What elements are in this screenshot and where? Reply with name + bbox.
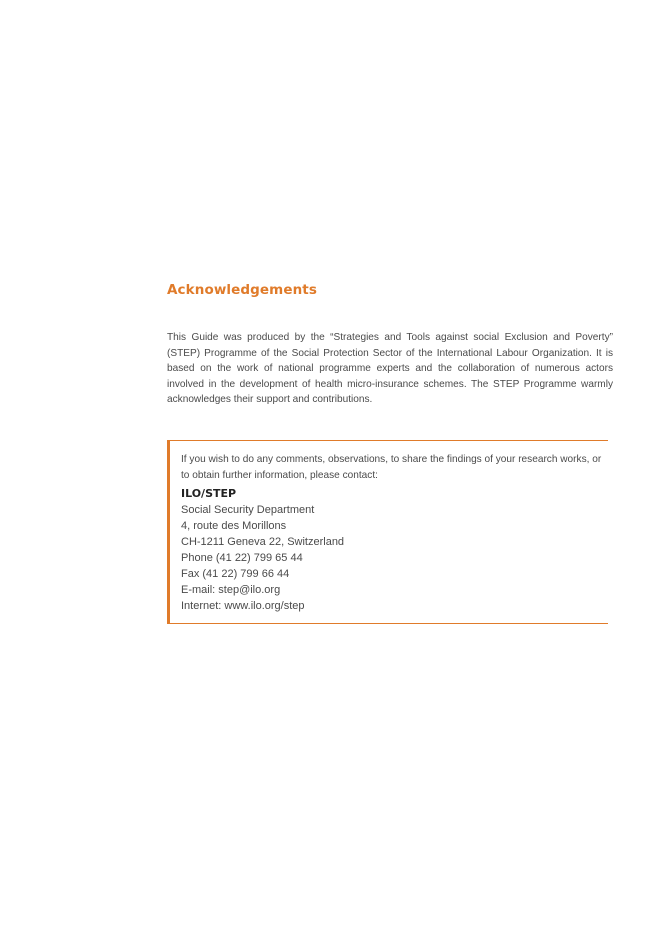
city-line: CH-1211 Geneva 22, Switzerland xyxy=(181,536,345,549)
section-heading: Acknowledgements xyxy=(167,282,317,298)
department-line: Social Security Department xyxy=(181,504,315,517)
fax-line: Fax (41 22) 799 66 44 xyxy=(181,568,290,581)
contact-content xyxy=(181,452,609,614)
internet-line: Internet: www.ilo.org/step xyxy=(181,600,305,613)
contact-box xyxy=(167,440,608,624)
street-line: 4, route des Morillons xyxy=(181,520,287,533)
phone-line: Phone (41 22) 799 65 44 xyxy=(181,552,303,565)
organization-name: ILO/STEP xyxy=(181,487,237,501)
contact-prompt: If you wish to do any comments, observations, to share the findings of your research works, or to obtain further information, please contact: xyxy=(181,454,602,481)
acknowledgement-paragraph: This Guide was produced by the “Strategies and Tools against social Exclusion and Poverty” (STEP) Programme of the Social Protection Sector of the International Labour Organization. It is based on the work of national programme experts and the collaboration of numerous actors involved in the development of health micro-insurance schemes. The STEP Programme warmly acknowledges their support and contributions. xyxy=(167,332,613,406)
email-line: E-mail: step@ilo.org xyxy=(181,584,281,597)
